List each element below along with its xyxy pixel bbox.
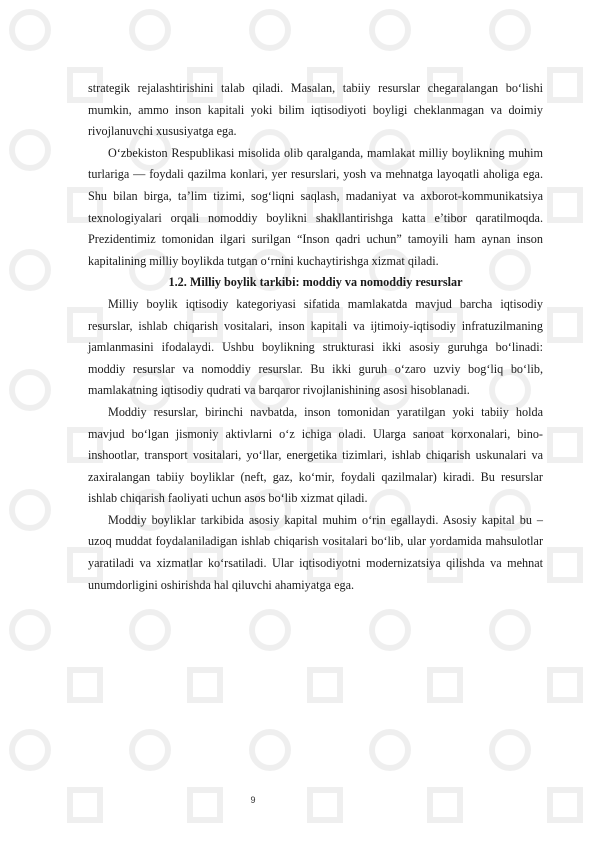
paragraph-uzbekistan-example: O‘zbekiston Respublikasi misolida olib qaralganda, mamlakat milliy boylikning muhim turlariga — foydali qazilma konlari, yer resurslari, yosh va mehnatga layoqatli aholiga ega. Shu bilan birga, ta’lim tizimi, sog‘liqni saqlash, madaniyat va axborot-kommunikatsiya texnologiyalari orqali nomoddiy boylikni shakllantirishga katta e’tibor qaratilmoqda. Prezidentimiz tomonidan ilgari surilgan “Inson qadri uchun” tamoyili ham aynan inson kapitalining milliy boylikda tutgan o‘rnini kuchaytirishga xizmat qiladi. (88, 145, 543, 268)
paragraph-national-wealth-definition: Milliy boylik iqtisodiy kategoriyasi sifatida mamlakatda mavjud barcha iqtisodiy resurslar, ishlab chiqarish vositalari, inson kapitali va ijtimoiy-iqtisodiy infratuzilmaning jamlanmasini ifodalaydi. Ushbu boylikning strukturasi ikki asosiy guruhga bo‘linadi: moddiy resurslar va nomoddiy resurslar. Bu ikki guruh o‘zaro uzviy bog‘liq bo‘lib, mamlakatning iqtisodiy qudrati va barqaror rivojlanishining asosi hisoblanadi. (88, 296, 543, 398)
page-number: 9 (250, 795, 256, 805)
paragraph-material-resources: Moddiy resurslar, birinchi navbatda, inson tomonidan yaratilgan yoki tabiiy holda mavjud bo‘lgan jismoniy aktivlarni o‘z ichiga oladi. Ularga sanoat korxonalari, bino-inshootlar, transport vositalari, yo‘llar, energetika tizimlari, ishlab chiqarish uskunalari va zaxiralangan tabiiy boyliklar (neft, gaz, ko‘mir, foydali qazilmalar) kiradi. Bu resurslar ishlab chiqarish faoliyati uchun asos bo‘lib xizmat qiladi. (88, 404, 543, 506)
paragraph-fixed-capital: Moddiy boyliklar tarkibida asosiy kapital muhim o‘rin egallaydi. Asosiy kapital bu – uzoq muddat foydalaniladigan ishlab chiqarish vositalari bo‘lib, ular yordamida mahsulotlar yaratiladi va xizmatlar ko‘rsatiladi. Ular iqtisodiyotni modernizatsiya qilishda va mehnat unumdorligini oshirishda hal qiluvchi ahamiyatga ega. (88, 512, 543, 592)
section-heading: 1.2. Milliy boylik tarkibi: moddiy va nomoddiy resurslar (168, 275, 463, 290)
document-body (88, 78, 543, 596)
paragraph-continued: strategik rejalashtirishini talab qiladi. Masalan, tabiiy resurslar chegaralangan bo‘lishi mumkin, ammo inson kapitali yoki bilim iqtisodiyoti boyligi cheklanmagan va doimiy rivojlanuvchi xususiyatga ega. (88, 81, 543, 139)
